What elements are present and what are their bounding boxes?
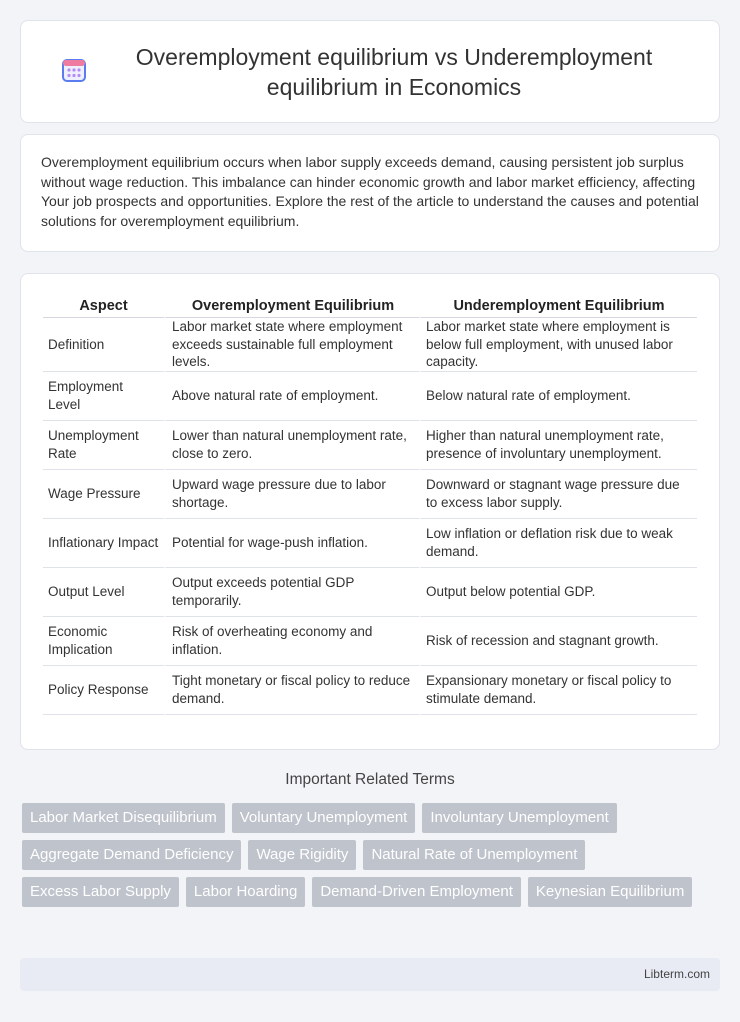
cell-overemployment: Potential for wage-push inflation. (164, 519, 419, 568)
related-terms-list (22, 803, 702, 907)
cell-overemployment: Tight monetary or fiscal policy to reduce demand. (164, 666, 419, 715)
comparison-table-card (20, 273, 720, 750)
table-row (43, 421, 697, 470)
cell-aspect: Policy Response (43, 666, 164, 715)
related-term-tag[interactable]: Excess Labor Supply (22, 877, 179, 907)
cell-overemployment: Lower than natural unemployment rate, close to zero. (164, 421, 419, 470)
footer (20, 958, 720, 991)
related-term-tag[interactable]: Aggregate Demand Deficiency (22, 840, 241, 870)
cell-aspect: Definition (43, 318, 164, 372)
cell-overemployment: Risk of overheating economy and inflation. (164, 617, 419, 666)
cell-underemployment: Expansionary monetary or fiscal policy to stimulate demand. (419, 666, 697, 715)
table-row (43, 666, 697, 715)
table-header-row (43, 294, 697, 318)
cell-underemployment: Below natural rate of employment. (419, 372, 697, 421)
related-term-tag[interactable]: Keynesian Equilibrium (528, 877, 692, 907)
intro-card (20, 134, 720, 252)
footer-site-link[interactable]: Libterm.com (643, 967, 710, 981)
cell-underemployment: Low inflation or deflation risk due to weak demand. (419, 519, 697, 568)
cell-overemployment: Labor market state where employment exceeds sustainable full employment levels. (164, 318, 419, 372)
column-header-aspect: Aspect (43, 294, 164, 318)
cell-aspect: Wage Pressure (43, 470, 164, 519)
intro-paragraph: Overemployment equilibrium occurs when labor supply exceeds demand, causing persistent job surplus without wage reduction. This imbalance can hinder economic growth and labor market efficiency, affecting Your job prospects and opportunities. Explore the rest of the article to understand the causes and potential solutions for overemployment equilibrium. (41, 154, 699, 229)
table-row (43, 519, 697, 568)
cell-aspect: Inflationary Impact (43, 519, 164, 568)
cell-aspect: Employment Level (43, 372, 164, 421)
cell-aspect: Unemployment Rate (43, 421, 164, 470)
cell-overemployment: Upward wage pressure due to labor shortage. (164, 470, 419, 519)
cell-overemployment: Above natural rate of employment. (164, 372, 419, 421)
related-term-tag[interactable]: Labor Market Disequilibrium (22, 803, 225, 833)
page-title: Overemployment equilibrium vs Underemployment equilibrium in Economics (135, 43, 653, 100)
related-term-tag[interactable]: Labor Hoarding (186, 877, 305, 907)
header-card (20, 20, 720, 123)
cell-aspect: Output Level (43, 568, 164, 617)
column-header-overemployment: Overemployment Equilibrium (164, 294, 419, 318)
cell-underemployment: Labor market state where employment is below full employment, with unused labor capacity. (419, 318, 697, 372)
related-term-tag[interactable]: Demand-Driven Employment (312, 877, 521, 907)
table-row (43, 372, 697, 421)
cell-underemployment: Downward or stagnant wage pressure due to excess labor supply. (419, 470, 697, 519)
table-row (43, 617, 697, 666)
column-header-underemployment: Underemployment Equilibrium (419, 294, 697, 318)
related-term-tag[interactable]: Natural Rate of Unemployment (363, 840, 585, 870)
related-term-tag[interactable]: Involuntary Unemployment (422, 803, 616, 833)
table-row (43, 568, 697, 617)
related-term-tag[interactable]: Voluntary Unemployment (232, 803, 416, 833)
cell-underemployment: Higher than natural unemployment rate, presence of involuntary unemployment. (419, 421, 697, 470)
cell-aspect: Economic Implication (43, 617, 164, 666)
related-term-tag[interactable]: Wage Rigidity (248, 840, 356, 870)
cell-underemployment: Output below potential GDP. (419, 568, 697, 617)
cell-overemployment: Output exceeds potential GDP temporarily. (164, 568, 419, 617)
table-row (43, 318, 697, 372)
calendar-grid-icon (61, 57, 87, 83)
cell-underemployment: Risk of recession and stagnant growth. (419, 617, 697, 666)
comparison-table (43, 294, 697, 715)
table-row (43, 470, 697, 519)
related-terms-heading: Important Related Terms (285, 771, 455, 788)
